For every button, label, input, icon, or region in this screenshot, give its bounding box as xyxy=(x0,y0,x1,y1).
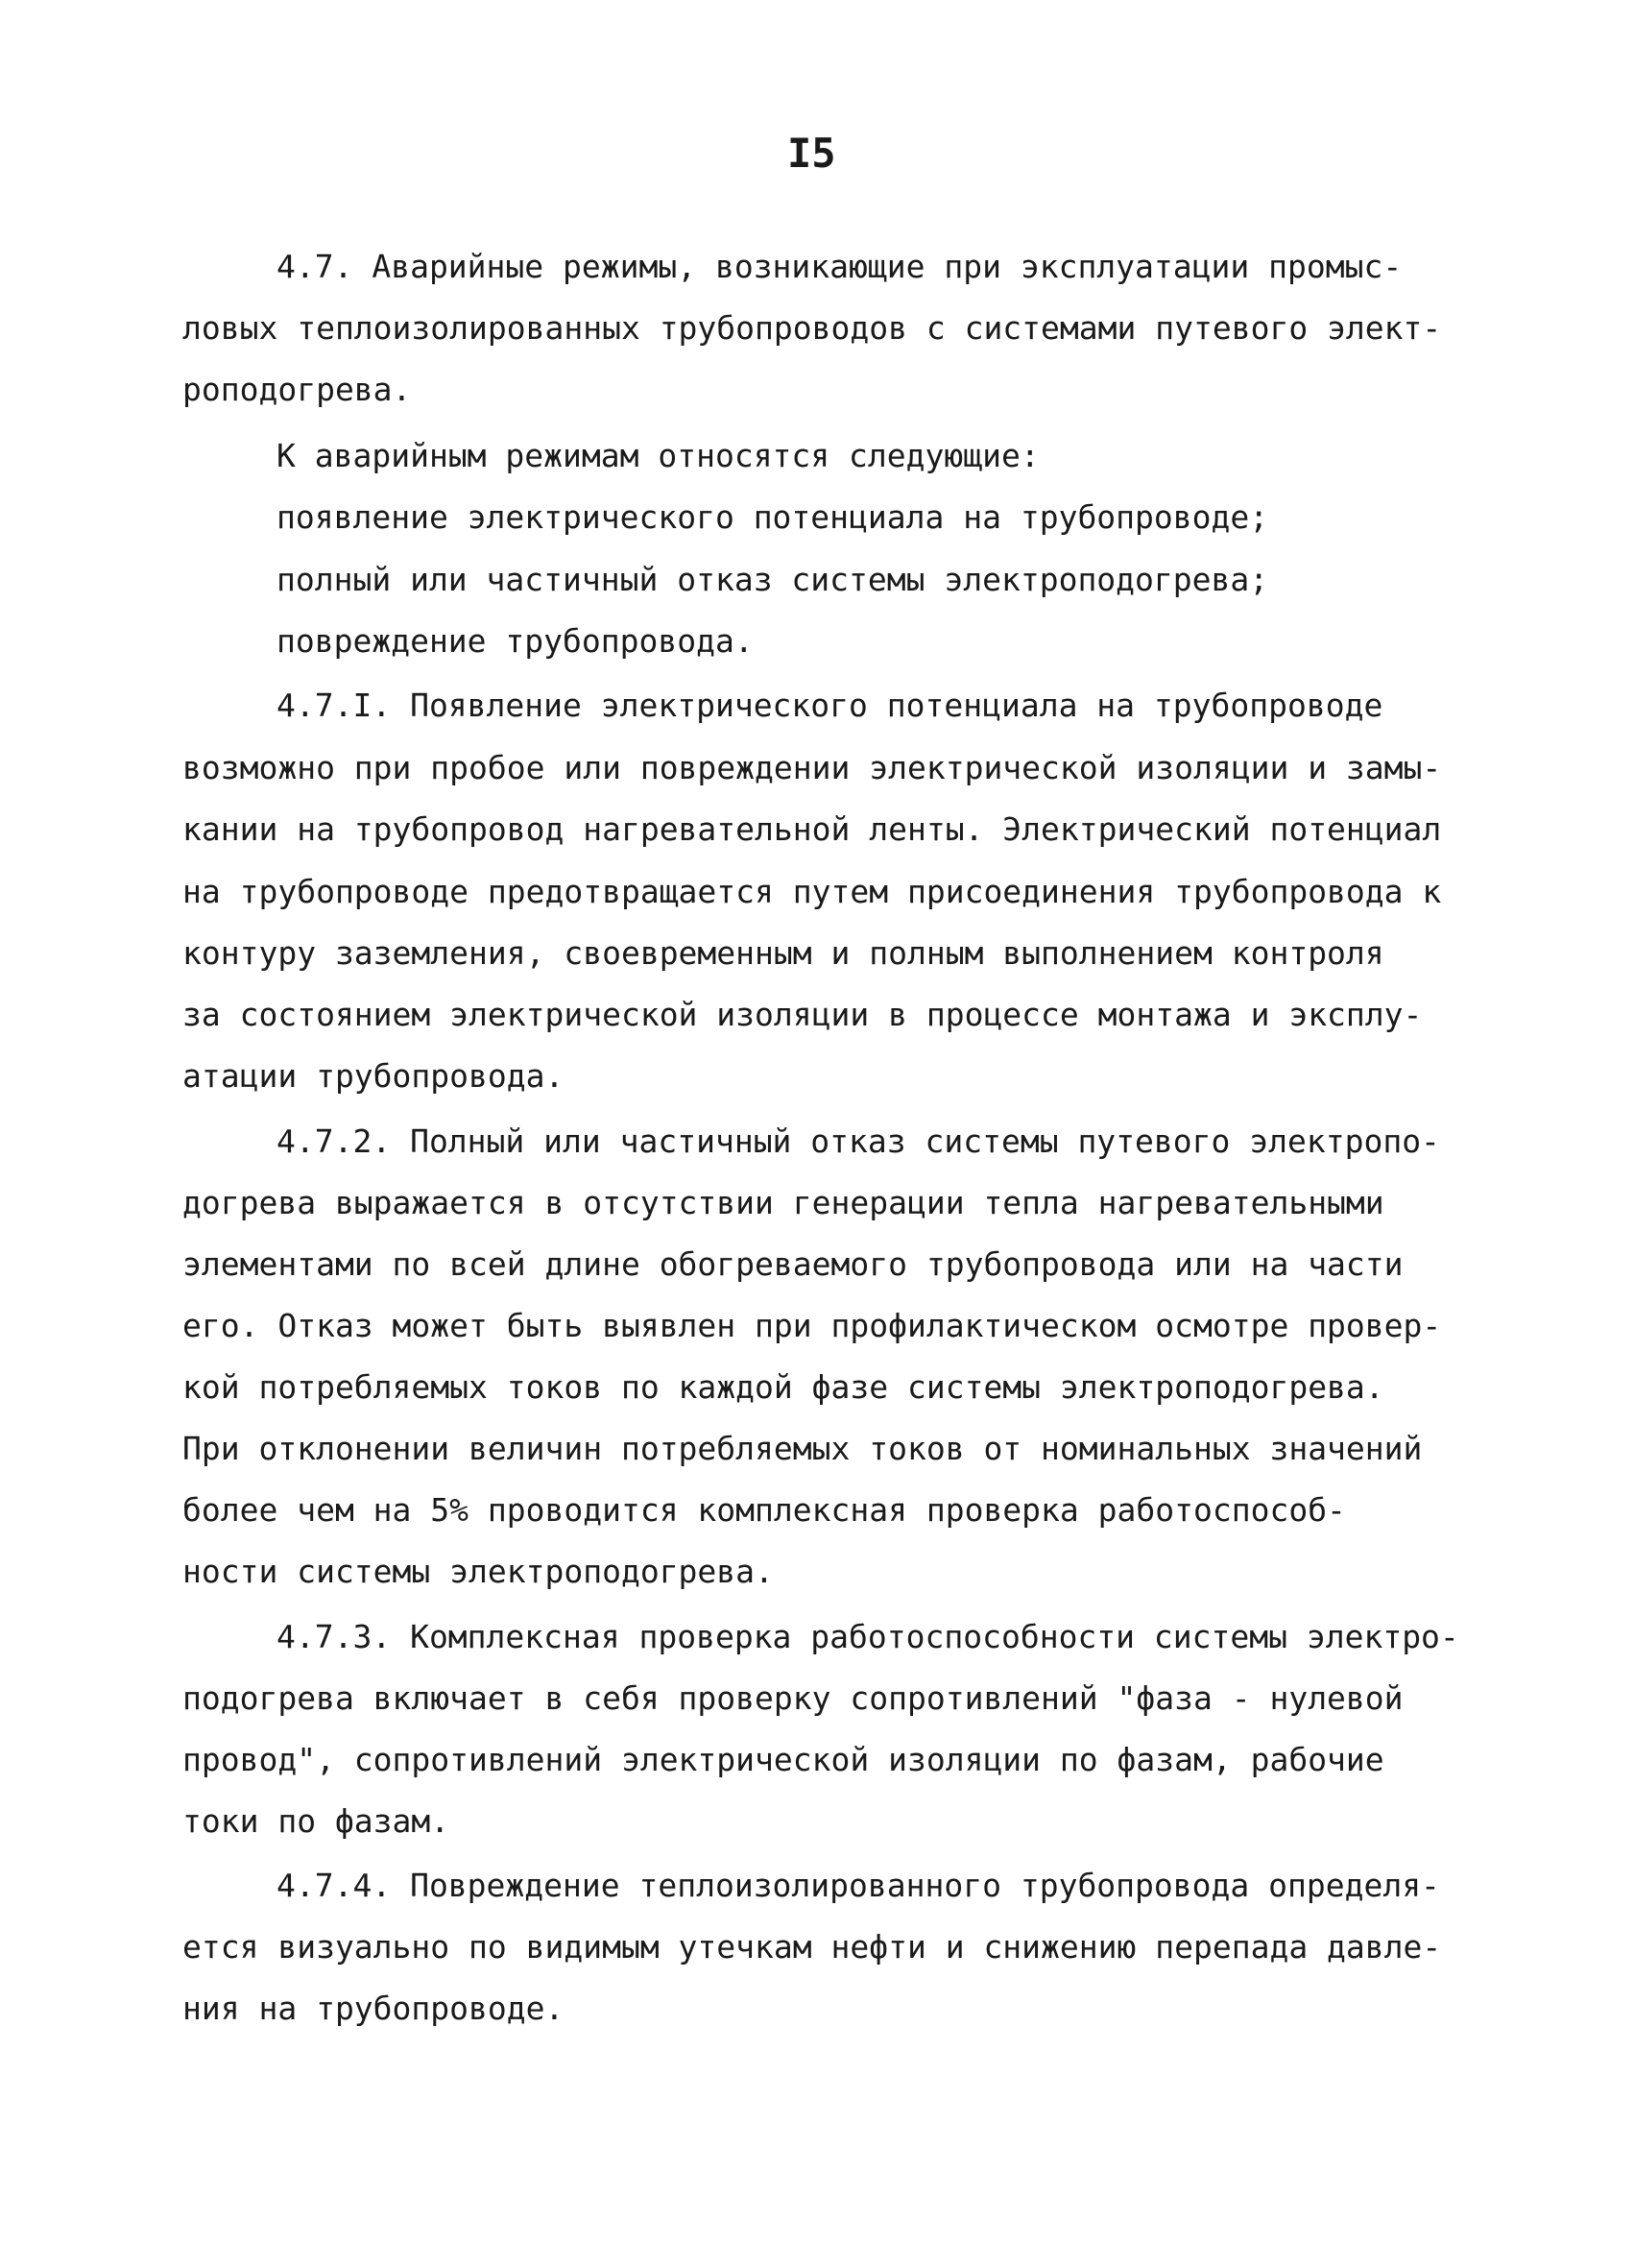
section-4-7-1-line: атации трубопровода. xyxy=(182,1057,565,1095)
section-4-7-1-line: кании на трубопровод нагревательной ленты. Электрический потенциал xyxy=(182,810,1442,848)
section-4-7-2-line: 4.7.2. Полный или частичный отказ системы путевого электропо- xyxy=(276,1122,1440,1160)
section-4-7-line: ловых теплоизолированных трубопроводов с системами путевого элект- xyxy=(182,309,1442,347)
section-4-7-line: роподогрева. xyxy=(182,371,412,408)
section-4-7-1-line: 4.7.I. Появление электрического потенциала на трубопроводе xyxy=(276,687,1383,724)
section-4-7-2-line: При отклонении величин потребляемых токов от номинальных значений xyxy=(182,1430,1423,1467)
list-item: появление электрического потенциала на трубопроводе; xyxy=(276,498,1269,536)
list-intro: К аварийным режимам относятся следующие: xyxy=(276,437,1040,474)
section-4-7-1-line: за состоянием электрической изоляции в процессе монтажа и эксплу- xyxy=(182,996,1423,1033)
section-4-7-2-line: догрева выражается в отсутствии генерации тепла нагревательными xyxy=(182,1184,1384,1221)
section-4-7-2-line: ности системы электроподогрева. xyxy=(182,1553,774,1590)
section-4-7-3-line: 4.7.3. Комплексная проверка работоспособности системы электро- xyxy=(276,1618,1459,1655)
section-4-7-3-line: провод", сопротивлений электрической изоляции по фазам, рабочие xyxy=(182,1741,1384,1778)
section-4-7-3-line: подогрева включает в себя проверку сопротивлений "фаза - нулевой xyxy=(182,1679,1404,1717)
section-4-7-line: 4.7. Аварийные режимы, возникающие при эксплуатации промыс- xyxy=(276,248,1403,285)
section-4-7-2-line: его. Отказ может быть выявлен при профилактическом осмотре провер- xyxy=(182,1307,1442,1344)
section-4-7-2-line: элементами по всей длине обогреваемого трубопровода или на части xyxy=(182,1245,1404,1283)
section-4-7-4-line: ния на трубопроводе. xyxy=(182,1990,565,2027)
page-number: I5 xyxy=(787,130,836,177)
section-4-7-1-line: возможно при пробое или повреждении электрической изоляции и замы- xyxy=(182,749,1442,786)
list-item: повреждение трубопровода. xyxy=(276,622,754,660)
section-4-7-2-line: кой потребляемых токов по каждой фазе системы электроподогрева. xyxy=(182,1368,1384,1406)
section-4-7-1-line: контуру заземления, своевременным и полным выполнением контроля xyxy=(182,934,1384,972)
section-4-7-4-line: ется визуально по видимым утечкам нефти и снижению перепада давле- xyxy=(182,1928,1442,1966)
section-4-7-4-line: 4.7.4. Повреждение теплоизолированного трубопровода определя- xyxy=(276,1867,1440,1904)
section-4-7-2-line: более чем на 5% проводится комплексная проверка работоспособ- xyxy=(182,1491,1346,1529)
list-item: полный или частичный отказ системы электроподогрева; xyxy=(276,561,1269,598)
section-4-7-3-line: токи по фазам. xyxy=(182,1802,450,1840)
section-4-7-1-line: на трубопроводе предотвращается путем присоединения трубопровода к xyxy=(182,873,1442,910)
